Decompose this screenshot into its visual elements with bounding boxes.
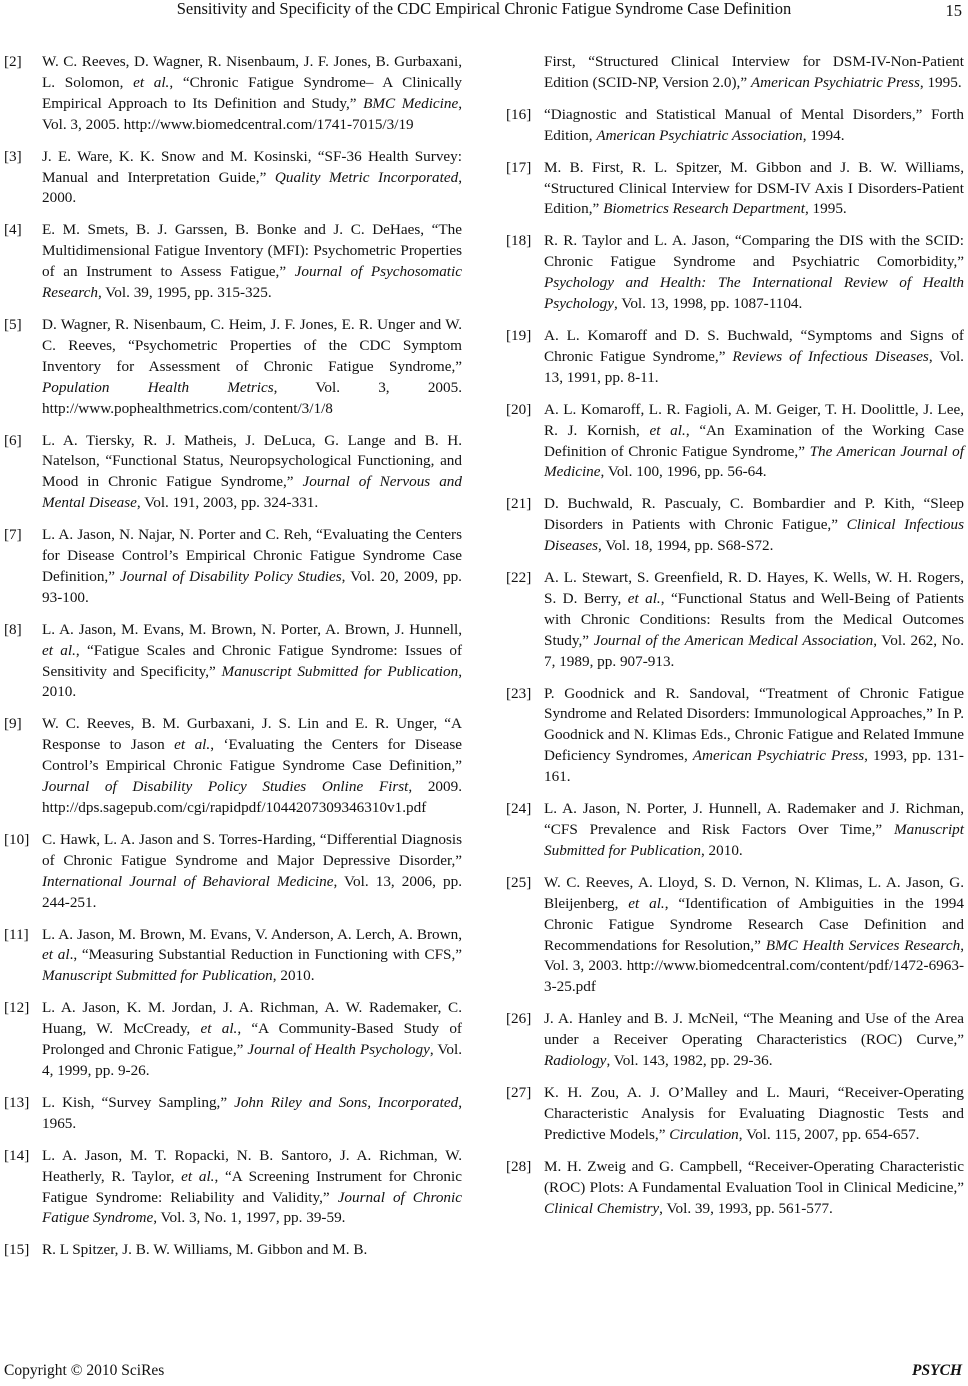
reference-italic-segment: Population Health Metrics — [42, 378, 274, 396]
reference-italic-segment: John Riley and Sons, Incorporated — [234, 1093, 459, 1111]
reference-segment: , Vol. 39, 1995, pp. 315-325. — [97, 284, 272, 302]
reference-number: [4] — [4, 221, 22, 239]
reference-segment: R. L Spitzer, J. B. W. Williams, M. Gibbon and M. B. — [42, 1241, 368, 1259]
reference-segment: First, “Structured Clinical Interview for DSM-IV-Non-Patient Edition (SCID-NP, Version 2.0),” — [544, 53, 964, 91]
reference-italic-segment: et al. — [133, 73, 170, 91]
reference-number: [11] — [4, 925, 29, 943]
reference-italic-segment: Journal of Nervous and Mental Disease — [42, 473, 462, 512]
reference-text — [42, 220, 462, 304]
reference-segment: R. R. Taylor and L. A. Jason, “Comparing the DIS with the SCID: Chronic Fatigue Syndrome and Psychiatric Comorbidity,” — [544, 232, 964, 271]
reference-text — [42, 714, 462, 819]
copyright-notice: Copyright © 2010 SciRes — [4, 1362, 165, 1379]
references-left-column — [4, 52, 462, 1272]
reference-text — [42, 998, 462, 1082]
reference-segment: D. Buchwald, R. Pascualy, C. Bombardier and P. Kith, “Sleep Disorders in Patients with Chronic Fatigue,” — [544, 495, 964, 534]
reference-entry — [4, 52, 462, 136]
reference-segment: , ‘Evaluating the Centers for Disease Control’s Empirical Chronic Fatigue Syndrome Case Definition,” — [42, 736, 462, 775]
journal-name: PSYCH — [912, 1362, 962, 1379]
reference-segment: , Vol. 3, 2005. http://www.biomedcentral.com/1741-7015/3/19 — [42, 94, 463, 133]
reference-segment: C. Hawk, L. A. Jason and S. Torres-Harding, “Differential Diagnosis of Chronic Fatigue Syndrome and Major Depressive Disorder,” — [42, 830, 462, 869]
reference-text — [42, 1240, 462, 1261]
reference-segment: , 1993, pp. 131-161. — [544, 747, 964, 786]
reference-segment: , “A Community-Based Study of Prolonged and Chronic Fatigue,” — [42, 1020, 462, 1059]
reference-text — [544, 400, 964, 484]
reference-italic-segment: Radiology — [544, 1052, 607, 1070]
reference-segment: , Vol. 13, 1991, pp. 8-11. — [544, 347, 964, 386]
reference-segment: L. A. Jason, M. T. Ropacki, N. B. Santoro, J. A. Richman, W. Heatherly, R. Taylor, — [42, 1146, 462, 1185]
reference-number: [18] — [506, 232, 532, 250]
reference-number: [27] — [506, 1083, 532, 1101]
reference-italic-segment: Circulation — [669, 1125, 739, 1143]
reference-segment: K. H. Zou, A. J. O’Malley and L. Mauri, “Receiver-Operating Characteristic Analysis for Evaluating Diagnostic Tests and Predictive Models,” — [544, 1083, 964, 1143]
reference-italic-segment: Reviews of Infectious Diseases — [732, 347, 929, 365]
reference-entry — [4, 714, 462, 819]
reference-segment: P. Goodnick and R. Sandoval, “Treatment of Chronic Fatigue Syndrome and Related Disorders: Immunological Approaches,” In P. Goodnick and N. Klimas Eds., Chronic Fatigue and Related Immune Deficiency Syndromes, — [544, 684, 964, 765]
reference-entry — [506, 1157, 964, 1220]
reference-number: [7] — [4, 526, 22, 544]
page-footer — [0, 1360, 968, 1386]
reference-text — [42, 830, 462, 914]
reference-entry — [506, 231, 964, 315]
reference-italic-segment: Manuscript Submitted for Publication — [42, 967, 273, 985]
reference-entry — [4, 147, 462, 210]
reference-number: [25] — [506, 873, 532, 891]
reference-segment: A. L. Komaroff and D. S. Buchwald, “Symptoms and Signs of Chronic Fatigue Syndrome,” — [544, 326, 964, 365]
reference-segment: “Diagnostic and Statistical Manual of Mental Disorders,” Forth Edition, — [544, 105, 964, 144]
reference-number: [19] — [506, 326, 532, 344]
page-number: 15 — [945, 1, 962, 20]
reference-italic-segment: et al. — [174, 736, 211, 754]
reference-italic-segment: et al. — [200, 1020, 238, 1038]
reference-number: [24] — [506, 800, 532, 818]
reference-entry — [506, 52, 964, 94]
reference-text — [544, 158, 964, 221]
references-right-column — [506, 52, 964, 1230]
reference-segment: , “Chronic Fatigue Syndrome– A Clinically Empirical Approach to Its Definition and Study,” — [42, 73, 462, 112]
reference-entry — [506, 400, 964, 484]
reference-italic-segment: BMC Health Services Research — [765, 936, 961, 954]
reference-number: [10] — [4, 830, 30, 848]
reference-entry — [506, 1083, 964, 1146]
reference-number: [16] — [506, 105, 532, 123]
reference-italic-segment: Manuscript Submitted for Publication — [221, 662, 459, 680]
reference-segment: , Vol. 13, 2006, pp. 244-251. — [42, 872, 462, 911]
reference-segment: , Vol. 13, 1998, pp. 1087-1104. — [614, 295, 803, 313]
reference-entry — [4, 998, 462, 1082]
reference-segment: L. A. Tiersky, R. J. Matheis, J. DeLuca, G. Lange and B. H. Natelson, “Functional Status, Neuropsychological Functioning, and Mood in Chronic Fatigue Syndrome,” — [42, 431, 462, 491]
reference-segment: , “Functional Status and Well-Being of Patients with Chronic Conditions: Results from the Medical Outcomes Study,” — [544, 589, 964, 649]
reference-text — [544, 326, 964, 389]
reference-entry — [4, 1240, 462, 1261]
reference-italic-segment: Journal of Chronic Fatigue Syndrome — [42, 1188, 462, 1227]
reference-segment: , 1994. — [802, 126, 845, 144]
reference-italic-segment: Psychology and Health: The International Review of Health Psychology — [544, 274, 964, 313]
reference-number: [15] — [4, 1241, 30, 1259]
reference-italic-segment: Journal of the American Medical Association — [593, 631, 874, 649]
reference-text — [544, 231, 964, 315]
reference-number: [21] — [506, 495, 532, 513]
reference-number: [26] — [506, 1010, 532, 1028]
reference-segment: , Vol. 18, 1994, pp. S68-S72. — [598, 537, 774, 555]
reference-segment: , 2010. — [700, 841, 743, 859]
reference-segment: L. A. Jason, M. Brown, M. Evans, V. Anderson, A. Lerch, A. Brown, — [42, 925, 462, 943]
reference-segment: ., “Measuring Substantial Reduction in Functioning with CFS,” — [69, 946, 463, 964]
reference-entry — [4, 431, 462, 515]
reference-text — [544, 684, 964, 789]
reference-entry — [4, 525, 462, 609]
reference-italic-segment: Biometrics Research Department — [603, 200, 805, 218]
reference-segment: , “Fatigue Scales and Chronic Fatigue Syndrome: Issues of Sensitivity and Specificity,” — [42, 641, 462, 680]
reference-italic-segment: International Journal of Behavioral Medicine — [42, 872, 334, 890]
reference-segment: L. A. Jason, M. Evans, M. Brown, N. Porter, A. Brown, J. Hunnell, — [42, 620, 462, 638]
running-title: Sensitivity and Specificity of the CDC Empirical Chronic Fatigue Syndrome Case Definition — [176, 0, 792, 18]
reference-italic-segment: et al. — [42, 641, 76, 659]
reference-number: [20] — [506, 400, 532, 418]
reference-segment: L. Kish, “Survey Sampling,” — [42, 1093, 235, 1111]
reference-italic-segment: et al. — [628, 894, 665, 912]
reference-segment: , 1995. — [804, 200, 847, 218]
reference-text — [42, 52, 462, 136]
reference-text — [42, 315, 462, 420]
reference-entry — [506, 568, 964, 673]
reference-segment: , 1995. — [919, 73, 962, 91]
reference-italic-segment: Quality Metric Incorporated — [274, 168, 459, 186]
reference-segment: , “An Examination of the Working Case Definition of Chronic Fatigue Syndrome,” — [544, 421, 965, 460]
reference-segment: , 2010. — [42, 662, 462, 701]
reference-italic-segment: et al — [42, 946, 70, 964]
reference-italic-segment: Clinical Chemistry — [544, 1199, 660, 1217]
reference-number: [3] — [4, 147, 22, 165]
reference-segment: , 2009. http://dps.sagepub.com/cgi/rapidpdf/1044207309346310v1.pdf — [42, 778, 463, 816]
reference-segment: W. C. Reeves, B. M. Gurbaxani, J. S. Lin and E. R. Unger, “A Response to Jason — [42, 715, 462, 754]
reference-entry — [506, 799, 964, 862]
reference-number: [5] — [4, 315, 22, 333]
reference-italic-segment: BMC Medicine — [363, 94, 459, 112]
reference-italic-segment: American Psychiatric Association — [596, 126, 803, 144]
reference-entry — [4, 620, 462, 704]
reference-segment: E. M. Smets, B. J. Garssen, B. Bonke and J. C. DeHaes, “The Multidimensional Fatigue Inventory (MFI): Psychometric Properties of an Instrument to Assess Fatigue,” — [42, 221, 462, 281]
reference-italic-segment: American Psychiatric Press — [750, 73, 920, 91]
reference-italic-segment: Journal of Psychosomatic Research — [42, 263, 462, 302]
reference-entry — [506, 105, 964, 147]
reference-segment: , “A Screening Instrument for Chronic Fatigue Syndrome: Reliability and Validity,” — [42, 1167, 462, 1206]
reference-segment: L. A. Jason, N. Najar, N. Porter and C. Reh, “Evaluating the Centers for Disease Control’s Empirical Chronic Fatigue Syndrome Case Definition,” — [42, 526, 462, 585]
reference-text — [544, 1157, 964, 1220]
reference-segment: , Vol. 100, 1996, pp. 56-64. — [600, 463, 767, 481]
reference-italic-segment: et al. — [627, 589, 661, 607]
reference-italic-segment: Clinical Infectious Diseases — [544, 516, 965, 555]
reference-text — [544, 873, 964, 998]
reference-segment: , Vol. 39, 1993, pp. 561-577. — [659, 1199, 833, 1217]
reference-italic-segment: et al. — [181, 1167, 215, 1185]
reference-text — [42, 431, 462, 515]
reference-segment: M. B. First, R. L. Spitzer, M. Gibbon and J. B. W. Williams, “Structured Clinical Interview for DSM-IV Axis I Disorders-Patient Edition,” — [544, 158, 964, 218]
reference-segment: M. H. Zweig and G. Campbell, “Receiver-Operating Characteristic (ROC) Plots: A Fundamental Evaluation Tool in Clinical Medicine,” — [544, 1157, 964, 1196]
reference-text — [544, 568, 964, 673]
reference-italic-segment: American Psychiatric Press — [692, 747, 865, 765]
reference-entry — [4, 925, 462, 988]
reference-text — [42, 1093, 462, 1135]
reference-segment: , Vol. 191, 2003, pp. 324-331. — [136, 494, 319, 512]
reference-segment: , Vol. 115, 2007, pp. 654-657. — [738, 1125, 920, 1143]
reference-entry — [506, 1009, 964, 1072]
reference-number: [8] — [4, 620, 22, 638]
reference-segment: , 2010. — [272, 967, 315, 985]
reference-entry — [506, 873, 964, 998]
reference-italic-segment: The American Journal of Medicine — [544, 442, 964, 481]
reference-number: [12] — [4, 999, 30, 1017]
reference-segment: , Vol. 4, 1999, pp. 9-26. — [42, 1041, 462, 1079]
reference-segment: , Vol. 3, No. 1, 1997, pp. 39-59. — [153, 1209, 346, 1227]
reference-segment: J. A. Hanley and B. J. McNeil, “The Meaning and Use of the Area under a Receiver Operating Characteristics (ROC) Curve,” — [544, 1010, 964, 1049]
reference-entry — [4, 1093, 462, 1135]
reference-text — [544, 1083, 964, 1146]
reference-number: [23] — [506, 684, 532, 702]
reference-text — [544, 52, 964, 94]
reference-segment: , Vol. 3, 2005. http://www.pophealthmetrics.com/content/3/1/8 — [42, 378, 462, 417]
reference-text — [544, 799, 964, 862]
reference-italic-segment: Manuscript Submitted for Publication — [544, 821, 964, 859]
reference-entry — [506, 684, 964, 789]
reference-number: [28] — [506, 1157, 532, 1175]
reference-text — [42, 525, 462, 609]
reference-number: [17] — [506, 158, 532, 176]
reference-number: [9] — [4, 715, 22, 733]
reference-segment: , Vol. 143, 1982, pp. 29-36. — [606, 1052, 773, 1070]
reference-segment: L. A. Jason, K. M. Jordan, J. A. Richman, A. W. Rademaker, C. Huang, W. McCready, — [42, 999, 462, 1038]
reference-number: [22] — [506, 569, 532, 587]
reference-segment: , Vol. 262, No. 7, 1989, pp. 907-913. — [544, 631, 965, 670]
reference-segment: , 1965. — [42, 1093, 462, 1132]
reference-text — [544, 1009, 964, 1072]
reference-number: [14] — [4, 1146, 30, 1164]
reference-text — [42, 925, 462, 988]
reference-italic-segment: Journal of Health Psychology — [247, 1041, 430, 1059]
reference-text — [544, 494, 964, 557]
reference-entry — [4, 830, 462, 914]
reference-entry — [506, 158, 964, 221]
reference-segment: , Vol. 3, 2003. http://www.biomedcentral.com/content/pdf/1472-6963-3-25.pdf — [544, 936, 964, 996]
reference-segment: L. A. Jason, N. Porter, J. Hunnell, A. Rademaker and J. Richman, “CFS Prevalence and Risk Factors Over Time,” — [544, 800, 964, 838]
reference-segment: , Vol. 20, 2009, pp. 93-100. — [42, 567, 462, 606]
reference-entry — [506, 326, 964, 389]
reference-segment: W. C. Reeves, D. Wagner, R. Nisenbaum, J. F. Jones, B. Gurbaxani, L. Solomon, — [42, 53, 462, 91]
reference-segment: J. E. Ware, K. K. Snow and M. Kosinski, “SF-36 Health Survey: Manual and Interpretation Guide,” — [42, 147, 462, 186]
reference-segment: D. Wagner, R. Nisenbaum, C. Heim, J. F. Jones, E. R. Unger and W. C. Reeves, “Psychometric Properties of the CDC Symptom Inventory for Assessment of Chronic Fatigue Syndrome,” — [42, 315, 462, 375]
reference-number: [6] — [4, 431, 22, 449]
reference-segment: W. C. Reeves, A. Lloyd, S. D. Vernon, N. Klimas, L. A. Jason, G. Bleijenberg, — [544, 873, 964, 912]
reference-italic-segment: et al. — [649, 421, 686, 439]
reference-entry — [4, 315, 462, 420]
reference-entry — [4, 1146, 462, 1230]
reference-segment: , “Identification of Ambiguities in the 1994 Chronic Fatigue Syndrome Research Case Definition and Recommendations for Resolution,” — [544, 894, 964, 954]
reference-text — [544, 105, 964, 147]
reference-italic-segment: Journal of Disability Policy Studies Online First — [42, 778, 409, 796]
page-header — [0, 0, 968, 30]
reference-entry — [506, 494, 964, 557]
reference-italic-segment: Journal of Disability Policy Studies — [119, 567, 342, 585]
reference-number: [13] — [4, 1093, 30, 1111]
reference-entry — [4, 220, 462, 304]
reference-segment: A. L. Komaroff, L. R. Fagioli, A. M. Geiger, T. H. Doolittle, J. Lee, R. J. Kornish, — [544, 400, 964, 439]
reference-text — [42, 1146, 462, 1230]
reference-text — [42, 147, 462, 210]
reference-number: [2] — [4, 53, 22, 70]
reference-text — [42, 620, 462, 704]
reference-segment: A. L. Stewart, S. Greenfield, R. D. Hayes, K. Wells, W. H. Rogers, S. D. Berry, — [544, 569, 964, 607]
reference-segment: , 2000. — [42, 168, 462, 207]
